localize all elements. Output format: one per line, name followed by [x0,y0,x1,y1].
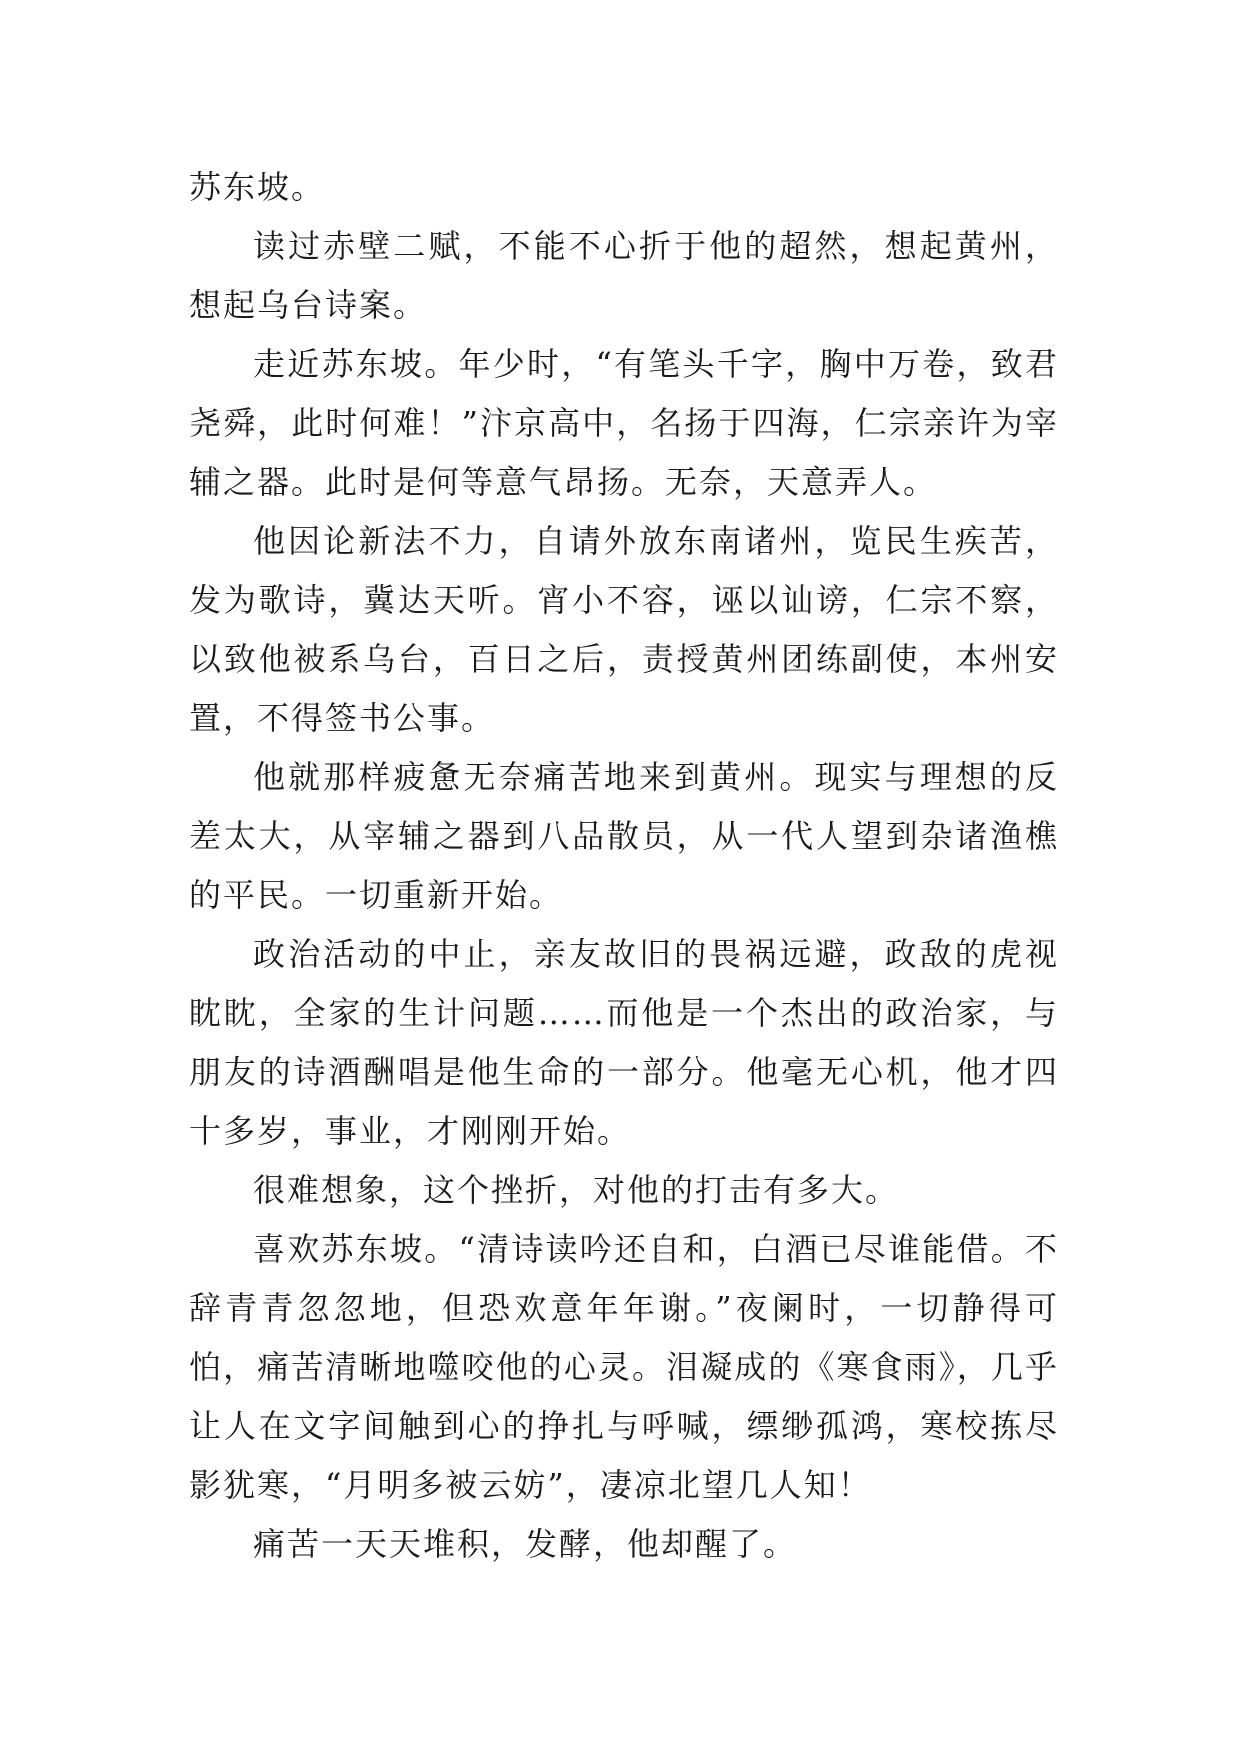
paragraph: 读过赤壁二赋，不能不心折于他的超然，想起黄州，想起乌台诗案。 [189,227,1059,324]
body-text [189,158,1059,1574]
paragraph: 苏东坡。 [189,168,326,206]
paragraph: 他就那样疲惫无奈痛苦地来到黄州。现实与理想的反差太大，从宰辅之器到八品散员，从一代人望到杂诸渔樵的平民。一切重新开始。 [189,758,1059,914]
paragraph: 很难想象，这个挫折，对他的打击有多大。 [253,1171,900,1209]
paragraph: 政治活动的中止，亲友故旧的畏祸远避，政敌的虎视眈眈，全家的生计问题……而他是一个杰出的政治家，与朋友的诗酒酬唱是他生命的一部分。他毫无心机，他才四十多岁，事业，才刚刚开始。 [189,935,1059,1150]
paragraph: 喜欢苏东坡。“清诗读吟还自和，白酒已尽谁能借。不辞青青忽忽地，但恐欢意年年谢。”夜阑时，一切静得可怕，痛苦清晰地噬咬他的心灵。泪凝成的《寒食雨》，几乎让人在文字间触到心的挣扎与呼喊，缥缈孤鸿，寒校拣尽影犹寒，“月明多被云妨”，凄凉北望几人知！ [189,1230,1059,1504]
paragraph: 走近苏东坡。年少时，“有笔头千字，胸中万卷，致君尧舜，此时何难！”汴京高中，名扬于四海，仁宗亲许为宰辅之器。此时是何等意气昂扬。无奈，天意弄人。 [189,345,1059,501]
paragraph: 他因论新法不力，自请外放东南诸州，览民生疾苦，发为歌诗，冀达天听。宵小不容，诬以讪谤，仁宗不察，以致他被系乌台，百日之后，责授黄州团练副使，本州安置，不得签书公事。 [189,522,1059,737]
paragraph: 痛苦一天天堆积，发酵，他却醒了。 [253,1525,798,1563]
